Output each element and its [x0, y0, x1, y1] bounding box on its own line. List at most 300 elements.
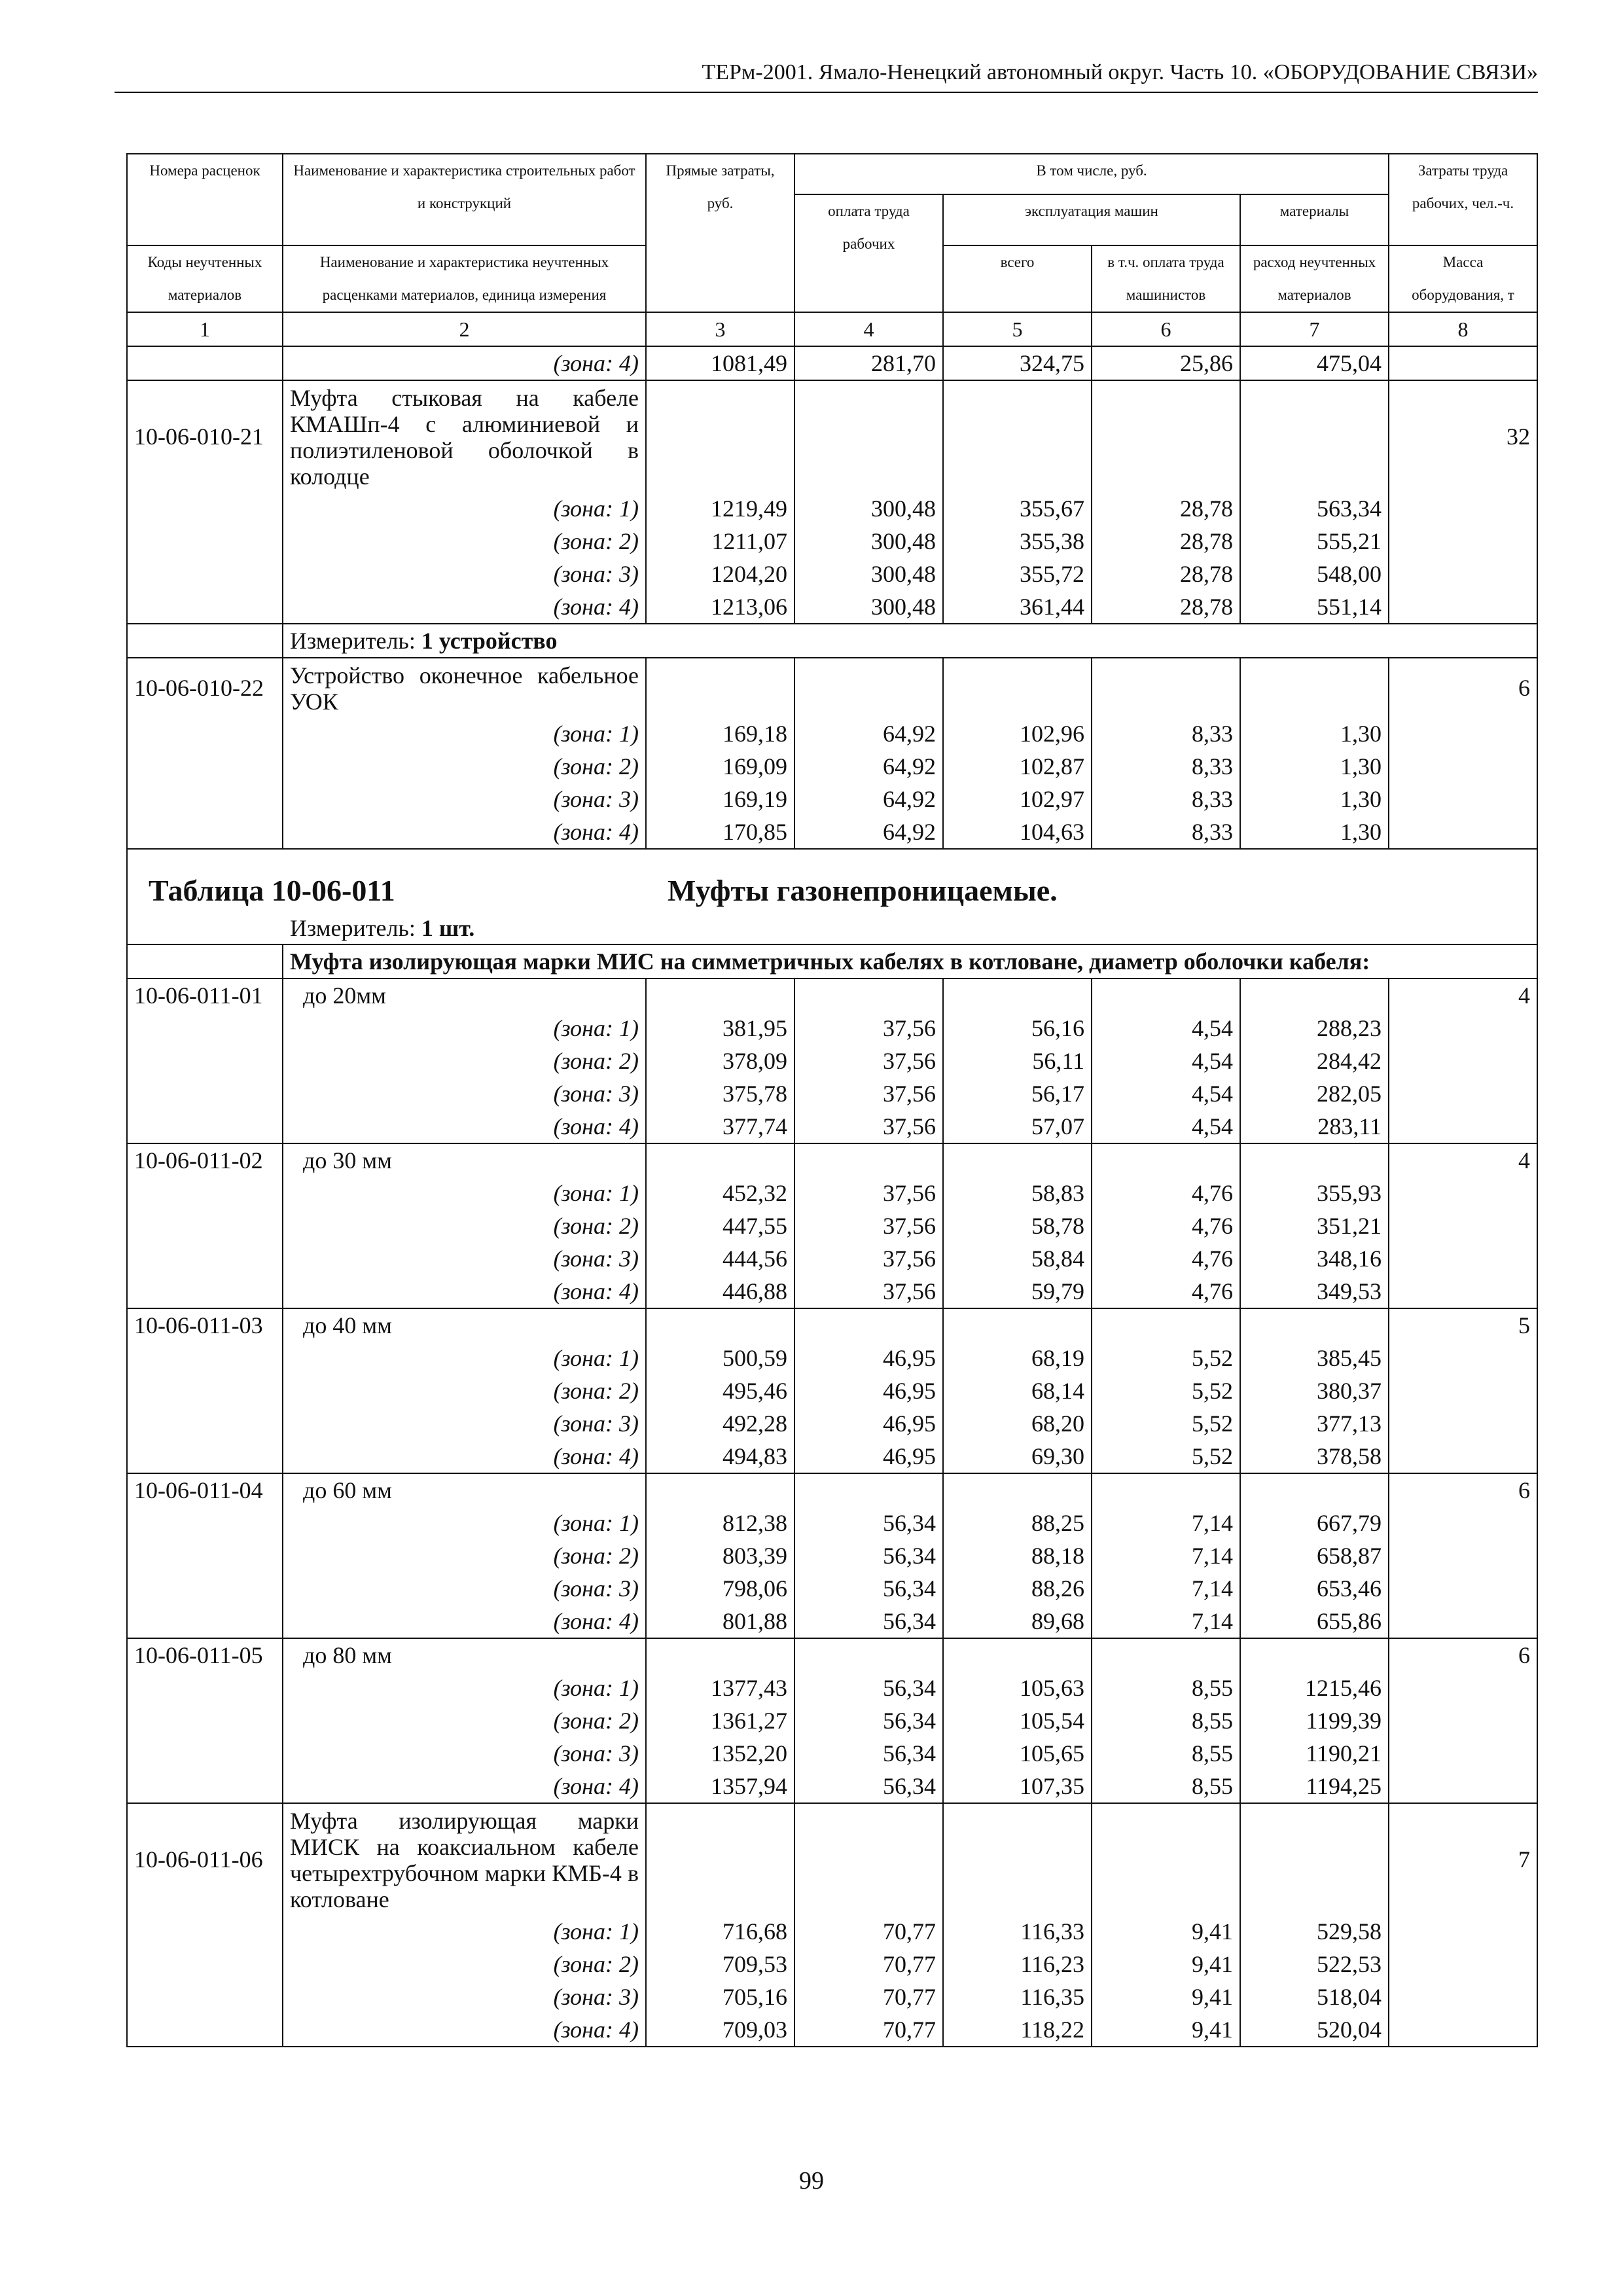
labor-cell [1389, 1275, 1537, 1308]
machinist-pay: 28,78 [1092, 492, 1240, 525]
empty-cell [646, 978, 794, 1012]
labor-cell [1389, 1242, 1537, 1275]
machines-total: 58,83 [943, 1177, 1092, 1210]
zone-label: (зона: 2) [283, 1045, 646, 1077]
code-cell [127, 1275, 283, 1308]
labor-cell [1389, 1737, 1537, 1770]
direct-cost: 492,28 [646, 1407, 794, 1440]
labor-cell [1389, 1342, 1537, 1374]
code-cell [127, 1374, 283, 1407]
materials-cost: 548,00 [1240, 558, 1389, 590]
meter-row [283, 624, 1537, 658]
empty-cell [943, 1638, 1092, 1672]
labor-cell [1389, 346, 1537, 380]
table-row [127, 1737, 1537, 1770]
labor-cell [1389, 1374, 1537, 1407]
empty-cell [1092, 1473, 1240, 1507]
labor-cell [1389, 1605, 1537, 1638]
empty-cell [646, 1143, 794, 1177]
zone-label: (зона: 4) [283, 1110, 646, 1143]
machines-total: 88,18 [943, 1539, 1092, 1572]
machinist-pay: 4,54 [1092, 1012, 1240, 1045]
machines-total: 355,38 [943, 525, 1092, 558]
direct-cost: 709,53 [646, 1948, 794, 1981]
labor-pay: 70,77 [794, 2013, 943, 2047]
code-cell [127, 1572, 283, 1605]
table-row [127, 590, 1537, 624]
labor-pay: 56,34 [794, 1539, 943, 1572]
machines-total: 102,96 [943, 717, 1092, 750]
empty-cell [794, 1308, 943, 1342]
table-row [127, 1242, 1537, 1275]
empty-cell [794, 658, 943, 717]
direct-cost: 170,85 [646, 816, 794, 849]
labor-pay: 64,92 [794, 816, 943, 849]
direct-cost: 495,46 [646, 1374, 794, 1407]
labor-pay: 56,34 [794, 1737, 943, 1770]
materials-cost: 563,34 [1240, 492, 1389, 525]
labor-pay: 56,34 [794, 1507, 943, 1539]
code-cell [127, 1507, 283, 1539]
code-cell [127, 1045, 283, 1077]
labor-pay: 70,77 [794, 1981, 943, 2013]
machines-total: 118,22 [943, 2013, 1092, 2047]
materials-cost: 1,30 [1240, 816, 1389, 849]
rate-description: до 80 мм [283, 1638, 646, 1672]
table-heading [127, 849, 1537, 944]
labor-cell [1389, 1507, 1537, 1539]
labor-cost: 4 [1389, 1143, 1537, 1177]
table-title: Таблица 10-06-011 [149, 874, 395, 907]
zone-label: (зона: 4) [283, 1440, 646, 1473]
zone-label: (зона: 3) [283, 1242, 646, 1275]
empty-cell [1240, 1638, 1389, 1672]
labor-pay: 300,48 [794, 492, 943, 525]
materials-cost: 1194,25 [1240, 1770, 1389, 1803]
machinist-pay: 28,78 [1092, 558, 1240, 590]
direct-cost: 169,19 [646, 783, 794, 816]
machines-total: 88,26 [943, 1572, 1092, 1605]
code-cell [127, 1077, 283, 1110]
direct-cost: 378,09 [646, 1045, 794, 1077]
machinist-pay: 5,52 [1092, 1440, 1240, 1473]
col3-header: Прямые затраты, руб. [646, 154, 794, 312]
machinist-pay: 9,41 [1092, 1948, 1240, 1981]
direct-cost: 705,16 [646, 1981, 794, 2013]
labor-pay: 46,95 [794, 1374, 943, 1407]
zone-label: (зона: 1) [283, 1177, 646, 1210]
labor-cell [1389, 492, 1537, 525]
table-row [127, 1605, 1537, 1638]
table-row [127, 1915, 1537, 1948]
labor-cost: 4 [1389, 978, 1537, 1012]
group-heading: Муфта изолирующая марки МИС на симметричных кабелях в котловане, диаметр оболочки кабеля: [290, 948, 1370, 975]
rate-code: 10-06-011-04 [127, 1473, 283, 1507]
empty-cell [646, 1308, 794, 1342]
zone-label: (зона: 2) [283, 750, 646, 783]
col-number: 5 [943, 312, 1092, 346]
labor-pay: 56,34 [794, 1770, 943, 1803]
empty-cell [1240, 1803, 1389, 1915]
rate-description: Муфта стыковая на кабеле КМАШп-4 с алюминиевой и полиэтиленовой оболочкой в колодце [283, 380, 646, 492]
machinist-pay: 4,76 [1092, 1177, 1240, 1210]
table-row [127, 1638, 1537, 1672]
labor-cell [1389, 1210, 1537, 1242]
labor-pay: 37,56 [794, 1177, 943, 1210]
materials-cost: 1215,46 [1240, 1672, 1389, 1704]
machines-total: 68,19 [943, 1342, 1092, 1374]
code-cell [127, 717, 283, 750]
machines-total: 58,78 [943, 1210, 1092, 1242]
table-row [127, 978, 1537, 1012]
col2-top-header: Наименование и характеристика строительных работ и конструкций [283, 154, 646, 245]
direct-cost: 452,32 [646, 1177, 794, 1210]
empty-cell [1092, 1638, 1240, 1672]
materials-cost: 529,58 [1240, 1915, 1389, 1948]
zone-label: (зона: 3) [283, 783, 646, 816]
labor-pay: 300,48 [794, 558, 943, 590]
zone-label: (зона: 4) [283, 1770, 646, 1803]
empty-cell [1240, 978, 1389, 1012]
direct-cost: 716,68 [646, 1915, 794, 1948]
labor-pay: 37,56 [794, 1012, 943, 1045]
code-cell [127, 1605, 283, 1638]
col-number: 7 [1240, 312, 1389, 346]
labor-cell [1389, 1704, 1537, 1737]
table-row [127, 1507, 1537, 1539]
materials-cost: 522,53 [1240, 1948, 1389, 1981]
table-row [127, 1012, 1537, 1045]
table-row [127, 783, 1537, 816]
code-cell [127, 1539, 283, 1572]
machinist-pay: 7,14 [1092, 1572, 1240, 1605]
col-number: 3 [646, 312, 794, 346]
empty-cell [794, 1473, 943, 1507]
col7-header: расход неучтенных материалов [1240, 245, 1389, 312]
direct-cost: 500,59 [646, 1342, 794, 1374]
zone-label: (зона: 4) [283, 816, 646, 849]
empty-cell [646, 1803, 794, 1915]
col-number: 4 [794, 312, 943, 346]
materials-cost: 475,04 [1240, 346, 1389, 380]
zone-label: (зона: 4) [283, 346, 646, 380]
col5-header: всего [943, 245, 1092, 312]
table-name: Муфты газонепроницаемые. [668, 874, 1058, 907]
meter-value: 1 устройство [421, 628, 558, 654]
labor-pay: 56,34 [794, 1605, 943, 1638]
zone-label: (зона: 2) [283, 1210, 646, 1242]
rate-description: до 40 мм [283, 1308, 646, 1342]
table-row [127, 624, 1537, 658]
machinist-pay: 7,14 [1092, 1507, 1240, 1539]
direct-cost: 1219,49 [646, 492, 794, 525]
direct-cost: 801,88 [646, 1605, 794, 1638]
machines-total: 69,30 [943, 1440, 1092, 1473]
labor-cell [1389, 558, 1537, 590]
labor-pay: 56,34 [794, 1704, 943, 1737]
zone-label: (зона: 2) [283, 1704, 646, 1737]
direct-cost: 812,38 [646, 1507, 794, 1539]
machinist-pay: 4,76 [1092, 1210, 1240, 1242]
col4-header: оплата труда рабочих [794, 194, 943, 312]
materials-cost: 377,13 [1240, 1407, 1389, 1440]
empty-cell [1092, 1308, 1240, 1342]
rate-description: до 60 мм [283, 1473, 646, 1507]
direct-cost: 169,18 [646, 717, 794, 750]
machines-total: 56,17 [943, 1077, 1092, 1110]
machines-total: 105,65 [943, 1737, 1092, 1770]
labor-cell [1389, 1045, 1537, 1077]
materials-cost: 658,87 [1240, 1539, 1389, 1572]
direct-cost: 1352,20 [646, 1737, 794, 1770]
code-cell [127, 525, 283, 558]
machines-total: 116,35 [943, 1981, 1092, 2013]
machines-total: 361,44 [943, 590, 1092, 624]
zone-label: (зона: 4) [283, 1275, 646, 1308]
labor-pay: 46,95 [794, 1407, 943, 1440]
materials-cost: 1,30 [1240, 783, 1389, 816]
materials-cost: 288,23 [1240, 1012, 1389, 1045]
table-row [127, 346, 1537, 380]
table-row [127, 1374, 1537, 1407]
machines-total: 104,63 [943, 816, 1092, 849]
machinist-pay: 28,78 [1092, 525, 1240, 558]
labor-cell [1389, 1672, 1537, 1704]
machinist-pay: 7,14 [1092, 1539, 1240, 1572]
rate-description: Муфта изолирующая марки МИСК на коаксиальном кабеле четырехтрубочном марки КМБ-4 в котловане [283, 1803, 646, 1915]
code-cell [127, 1770, 283, 1803]
labor-cell [1389, 525, 1537, 558]
rate-code: 10-06-010-22 [127, 658, 283, 717]
materials-cost: 385,45 [1240, 1342, 1389, 1374]
machinist-pay: 5,52 [1092, 1342, 1240, 1374]
table-row [127, 1275, 1537, 1308]
direct-cost: 169,09 [646, 750, 794, 783]
machinist-pay: 8,55 [1092, 1770, 1240, 1803]
labor-cell [1389, 590, 1537, 624]
labor-cell [1389, 1915, 1537, 1948]
empty-cell [646, 380, 794, 492]
group-heading-row [283, 944, 1537, 978]
machinist-pay: 4,54 [1092, 1110, 1240, 1143]
direct-cost: 709,03 [646, 2013, 794, 2047]
rate-description: до 30 мм [283, 1143, 646, 1177]
empty-cell [794, 1638, 943, 1672]
rate-code: 10-06-011-03 [127, 1308, 283, 1342]
machinist-pay: 4,76 [1092, 1275, 1240, 1308]
zone-label: (зона: 1) [283, 1012, 646, 1045]
table-row [127, 1110, 1537, 1143]
empty-cell [1240, 1308, 1389, 1342]
machines-total: 324,75 [943, 346, 1092, 380]
zone-label: (зона: 1) [283, 1915, 646, 1948]
labor-cell [1389, 2013, 1537, 2047]
table-row [127, 717, 1537, 750]
machines-total: 88,25 [943, 1507, 1092, 1539]
labor-pay: 37,56 [794, 1275, 943, 1308]
empty-cell [943, 1473, 1092, 1507]
rates-table [126, 153, 1538, 2047]
table-row [127, 1177, 1537, 1210]
machinist-pay: 9,41 [1092, 2013, 1240, 2047]
direct-cost: 1377,43 [646, 1672, 794, 1704]
direct-cost: 1211,07 [646, 525, 794, 558]
machines-total: 116,23 [943, 1948, 1092, 1981]
empty-cell [1092, 380, 1240, 492]
materials-cost: 555,21 [1240, 525, 1389, 558]
machines-total: 68,20 [943, 1407, 1092, 1440]
col6-header: в т.ч. оплата труда машинистов [1092, 245, 1240, 312]
code-cell [127, 1981, 283, 2013]
direct-cost: 444,56 [646, 1242, 794, 1275]
labor-pay: 37,56 [794, 1110, 943, 1143]
labor-pay: 56,34 [794, 1672, 943, 1704]
table-row [127, 1473, 1537, 1507]
meter-label: Измеритель: [290, 628, 416, 654]
machinist-pay: 8,33 [1092, 750, 1240, 783]
machinist-pay: 7,14 [1092, 1605, 1240, 1638]
labor-cell [1389, 750, 1537, 783]
group-header: В том числе, руб. [794, 154, 1389, 194]
direct-cost: 381,95 [646, 1012, 794, 1045]
machinist-pay: 8,55 [1092, 1704, 1240, 1737]
col1-top-header: Номера расценок [127, 154, 283, 245]
machinist-pay: 4,54 [1092, 1077, 1240, 1110]
labor-cell [1389, 1572, 1537, 1605]
direct-cost: 1204,20 [646, 558, 794, 590]
labor-cell [1389, 717, 1537, 750]
materials-cost: 351,21 [1240, 1210, 1389, 1242]
machines-total: 355,67 [943, 492, 1092, 525]
table-row [127, 380, 1537, 492]
empty-cell [646, 1638, 794, 1672]
machinist-pay: 4,76 [1092, 1242, 1240, 1275]
direct-cost: 1361,27 [646, 1704, 794, 1737]
machinist-pay: 5,52 [1092, 1407, 1240, 1440]
labor-cost: 5 [1389, 1308, 1537, 1342]
machinist-pay: 8,55 [1092, 1737, 1240, 1770]
empty-cell [1240, 380, 1389, 492]
labor-cell [1389, 783, 1537, 816]
materials-cost: 355,93 [1240, 1177, 1389, 1210]
table-row [127, 1539, 1537, 1572]
materials-cost: 348,16 [1240, 1242, 1389, 1275]
labor-cost: 6 [1389, 1473, 1537, 1507]
table-row [127, 1407, 1537, 1440]
machinist-pay: 5,52 [1092, 1374, 1240, 1407]
labor-cost: 6 [1389, 1638, 1537, 1672]
code-cell [127, 1948, 283, 1981]
table-row [127, 492, 1537, 525]
machines-total: 105,63 [943, 1672, 1092, 1704]
empty-cell [1092, 1143, 1240, 1177]
labor-pay: 281,70 [794, 346, 943, 380]
zone-label: (зона: 4) [283, 1605, 646, 1638]
labor-pay: 37,56 [794, 1242, 943, 1275]
empty-cell [1092, 978, 1240, 1012]
direct-cost: 447,55 [646, 1210, 794, 1242]
table-row [127, 525, 1537, 558]
empty-cell [1240, 658, 1389, 717]
code-cell [127, 1242, 283, 1275]
empty-cell [794, 978, 943, 1012]
labor-cost: 6 [1389, 658, 1537, 717]
labor-pay: 64,92 [794, 783, 943, 816]
empty-cell [943, 1143, 1092, 1177]
code-cell [127, 1704, 283, 1737]
machinist-pay: 8,33 [1092, 717, 1240, 750]
code-cell [127, 944, 283, 978]
table-row [127, 816, 1537, 849]
rate-code: 10-06-011-01 [127, 978, 283, 1012]
materials-cost: 520,04 [1240, 2013, 1389, 2047]
machinist-pay: 8,55 [1092, 1672, 1240, 1704]
machinist-pay: 28,78 [1092, 590, 1240, 624]
labor-cell [1389, 1948, 1537, 1981]
direct-cost: 494,83 [646, 1440, 794, 1473]
code-cell [127, 1110, 283, 1143]
code-cell [127, 1177, 283, 1210]
machines-total: 102,97 [943, 783, 1092, 816]
table-row [127, 849, 1537, 944]
materials-cost: 1,30 [1240, 750, 1389, 783]
machines-total: 107,35 [943, 1770, 1092, 1803]
direct-cost: 1213,06 [646, 590, 794, 624]
labor-pay: 300,48 [794, 525, 943, 558]
empty-cell [943, 1803, 1092, 1915]
materials-cost: 518,04 [1240, 1981, 1389, 2013]
rate-code: 10-06-011-06 [127, 1803, 283, 1915]
labor-cell [1389, 1770, 1537, 1803]
materials-header: материалы [1240, 194, 1389, 245]
meter-value: 1 шт. [421, 915, 475, 941]
zone-label: (зона: 1) [283, 492, 646, 525]
zone-label: (зона: 2) [283, 1539, 646, 1572]
empty-cell [794, 1143, 943, 1177]
code-cell [127, 1342, 283, 1374]
zone-label: (зона: 3) [283, 1407, 646, 1440]
code-cell [127, 492, 283, 525]
empty-cell [1092, 1803, 1240, 1915]
materials-cost: 667,79 [1240, 1507, 1389, 1539]
table-row [127, 1672, 1537, 1704]
col-number: 1 [127, 312, 283, 346]
rate-code: 10-06-011-05 [127, 1638, 283, 1672]
machines-header: эксплуатация машин [943, 194, 1240, 245]
materials-cost: 282,05 [1240, 1077, 1389, 1110]
table-row [127, 1948, 1537, 1981]
machinist-pay: 9,41 [1092, 1915, 1240, 1948]
labor-pay: 46,95 [794, 1342, 943, 1374]
zone-label: (зона: 1) [283, 1507, 646, 1539]
code-cell [127, 750, 283, 783]
zone-label: (зона: 1) [283, 717, 646, 750]
zone-label: (зона: 3) [283, 1077, 646, 1110]
code-cell [127, 1440, 283, 1473]
empty-cell [646, 658, 794, 717]
empty-cell [794, 1803, 943, 1915]
machines-total: 355,72 [943, 558, 1092, 590]
rate-code: 10-06-010-21 [127, 380, 283, 492]
labor-pay: 46,95 [794, 1440, 943, 1473]
table-row [127, 1077, 1537, 1110]
labor-pay: 37,56 [794, 1077, 943, 1110]
labor-pay: 37,56 [794, 1045, 943, 1077]
materials-cost: 551,14 [1240, 590, 1389, 624]
rate-description: до 20мм [283, 978, 646, 1012]
code-cell [127, 1407, 283, 1440]
rate-code: 10-06-011-02 [127, 1143, 283, 1177]
